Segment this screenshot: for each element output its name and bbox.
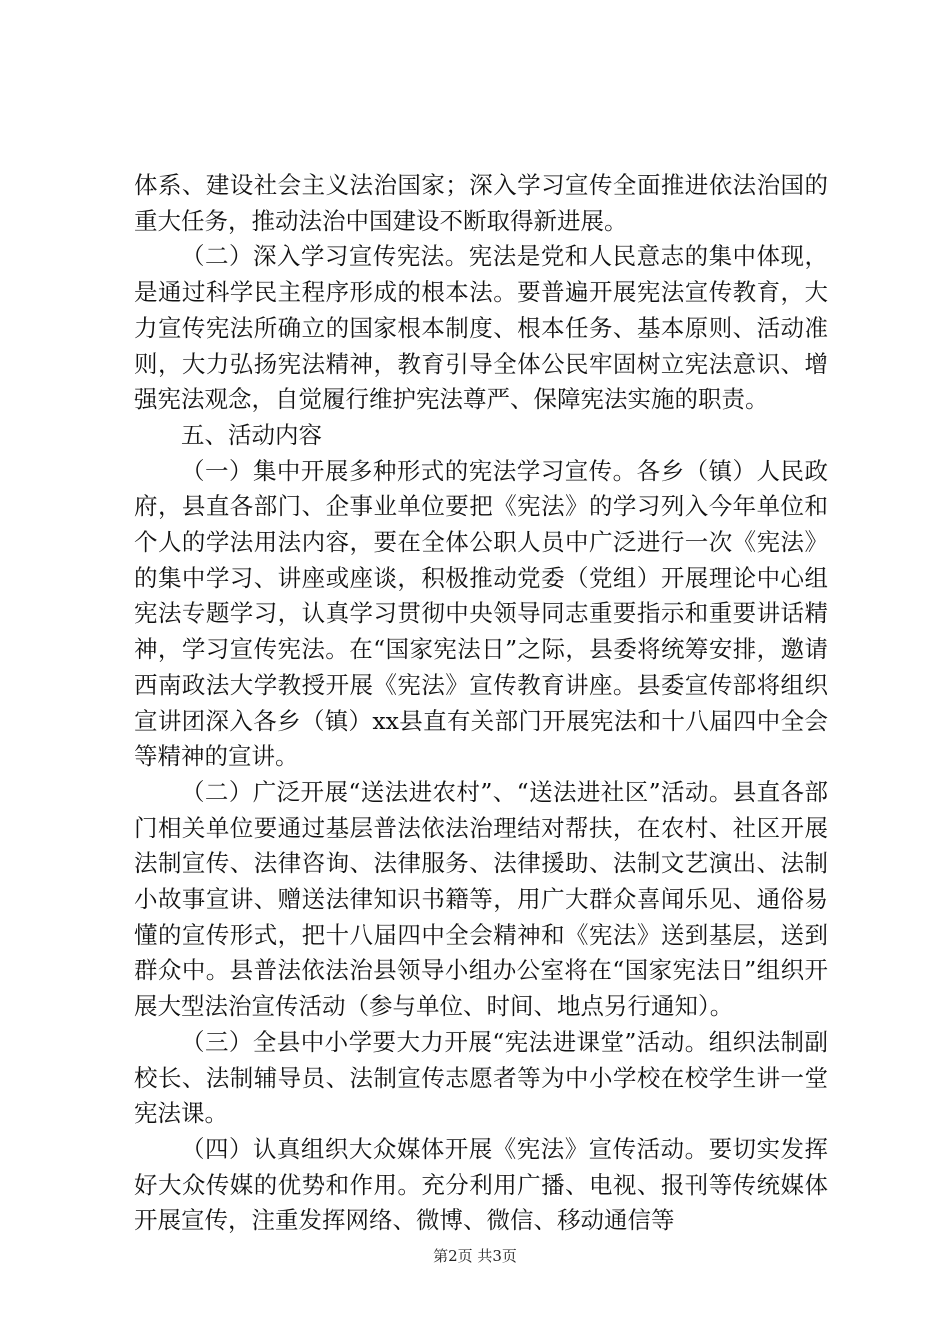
paragraph-activity-2: （二）广泛开展“送法进农村”、“送法进社区”活动。县直各部门相关单位要通过基层普法依法治理结对帮扶，在农村、社区开展法制宣传、法律咨询、法律服务、法律援助、法制文艺演出、法制小故事宣讲、赠送法律知识书籍等，用广大群众喜闻乐见、通俗易懂的宣传形式，把十八届四中全会精神和《宪法》送到基层，送到群众中。县普法依法治县领导小组办公室将在“国家宪法日”组织开展大型法治宣传活动（参与单位、时间、地点另行通知）。	[134, 777, 828, 1021]
page-number-footer: 第2页 共3页	[433, 1247, 517, 1265]
paragraph-continuation: 体系、建设社会主义法治国家；深入学习宣传全面推进依法治国的重大任务，推动法治中国建设不断取得新进展。	[134, 171, 828, 235]
paragraph-activity-3: （三）全县中小学要大力开展“宪法进课堂”活动。组织法制副校长、法制辅导员、法制宣传志愿者等为中小学校在校学生讲一堂宪法课。	[134, 1027, 828, 1128]
section-heading-activities: 五、活动内容	[181, 420, 322, 449]
paragraph-constitution-study: （二）深入学习宣传宪法。宪法是党和人民意志的集中体现，是通过科学民主程序形成的根本法。要普遍开展宪法宣传教育，大力宣传宪法所确立的国家根本制度、根本任务、基本原则、活动准则，大力弘扬宪法精神，教育引导全体公民牢固树立宪法意识、增强宪法观念，自觉履行维护宪法尊严、保障宪法实施的职责。	[134, 242, 828, 414]
paragraph-activity-4: （四）认真组织大众媒体开展《宪法》宣传活动。要切实发挥好大众传媒的优势和作用。充分利用广播、电视、报刊等传统媒体开展宣传，注重发挥网络、微博、微信、移动通信等	[134, 1134, 828, 1235]
document-body	[134, 168, 828, 1239]
paragraph-activity-1: （一）集中开展多种形式的宪法学习宣传。各乡（镇）人民政府，县直各部门、企事业单位要把《宪法》的学习列入今年单位和个人的学法用法内容，要在全体公职人员中广泛进行一次《宪法》的集中学习、讲座或座谈，积极推动党委（党组）开展理论中心组宪法专题学习，认真学习贯彻中央领导同志重要指示和重要讲话精神，学习宣传宪法。在“国家宪法日”之际，县委将统筹安排，邀请西南政法大学教授开展《宪法》宣传教育讲座。县委宣传部将组织宣讲团深入各乡（镇）xx县直有关部门开展宪法和十八届四中全会等精神的宣讲。	[134, 456, 828, 771]
